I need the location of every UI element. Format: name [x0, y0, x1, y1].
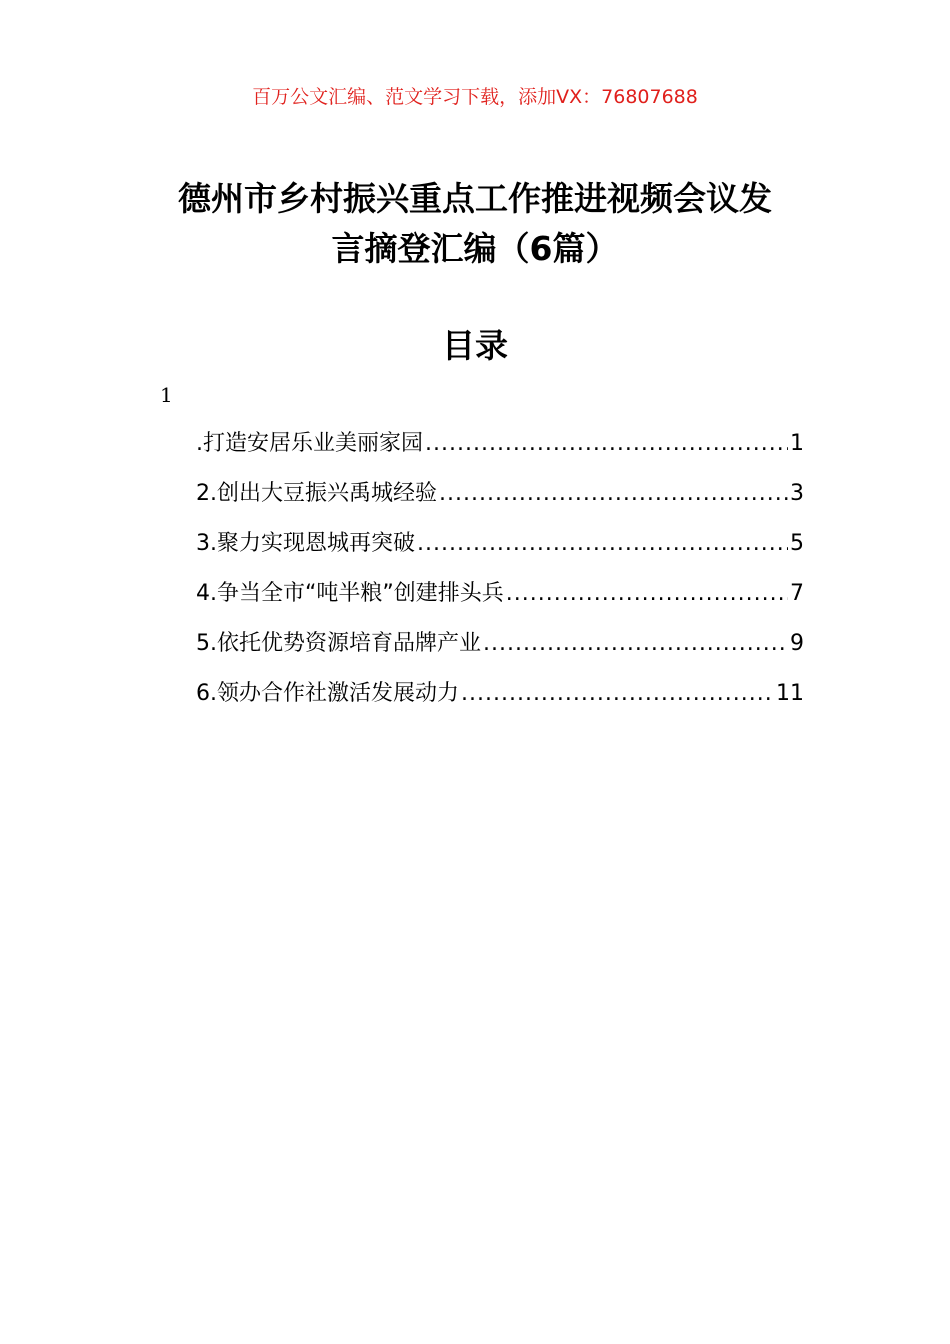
toc-entry[interactable]	[196, 669, 804, 719]
header-banner: 百万公文汇编、范文学习下载，添加VX：76807688	[252, 86, 698, 108]
toc-dot-leader	[461, 669, 774, 719]
table-of-contents	[196, 419, 804, 719]
toc-entry-label: 4.争当全市“吨半粮”创建排头兵	[196, 581, 504, 606]
toc-entry-label: .打造安居乐业美丽家园	[196, 431, 423, 456]
toc-entry[interactable]	[196, 569, 804, 619]
document-title	[0, 174, 950, 274]
toc-entry-label: 2.创出大豆振兴禹城经验	[196, 481, 437, 506]
toc-entry-page: 7	[790, 581, 804, 606]
toc-entry[interactable]	[196, 619, 804, 669]
toc-entry-page: 11	[776, 681, 804, 706]
toc-entry-label: 3.聚力实现恩城再突破	[196, 531, 415, 556]
toc-entry-label: 5.依托优势资源培育品牌产业	[196, 631, 481, 656]
toc-entry[interactable]	[196, 519, 804, 569]
document-title-line-1: 德州市乡村振兴重点工作推进视频会议发	[178, 179, 772, 218]
toc-dot-leader	[425, 419, 788, 469]
toc-entry[interactable]	[196, 419, 804, 469]
toc-heading: 目录	[442, 326, 508, 365]
toc-dot-leader	[506, 569, 788, 619]
toc-entry-page: 9	[790, 631, 804, 656]
toc-entry-page: 3	[790, 481, 804, 506]
stray-number: 1	[160, 383, 173, 407]
toc-entry-label: 6.领办合作社激活发展动力	[196, 681, 459, 706]
toc-dot-leader	[483, 619, 788, 669]
toc-entry-page: 1	[790, 431, 804, 456]
toc-dot-leader	[439, 469, 788, 519]
toc-entry-page: 5	[790, 531, 804, 556]
document-title-line-2: 言摘登汇编（6篇）	[331, 229, 619, 268]
toc-dot-leader	[417, 519, 788, 569]
toc-entry[interactable]	[196, 469, 804, 519]
